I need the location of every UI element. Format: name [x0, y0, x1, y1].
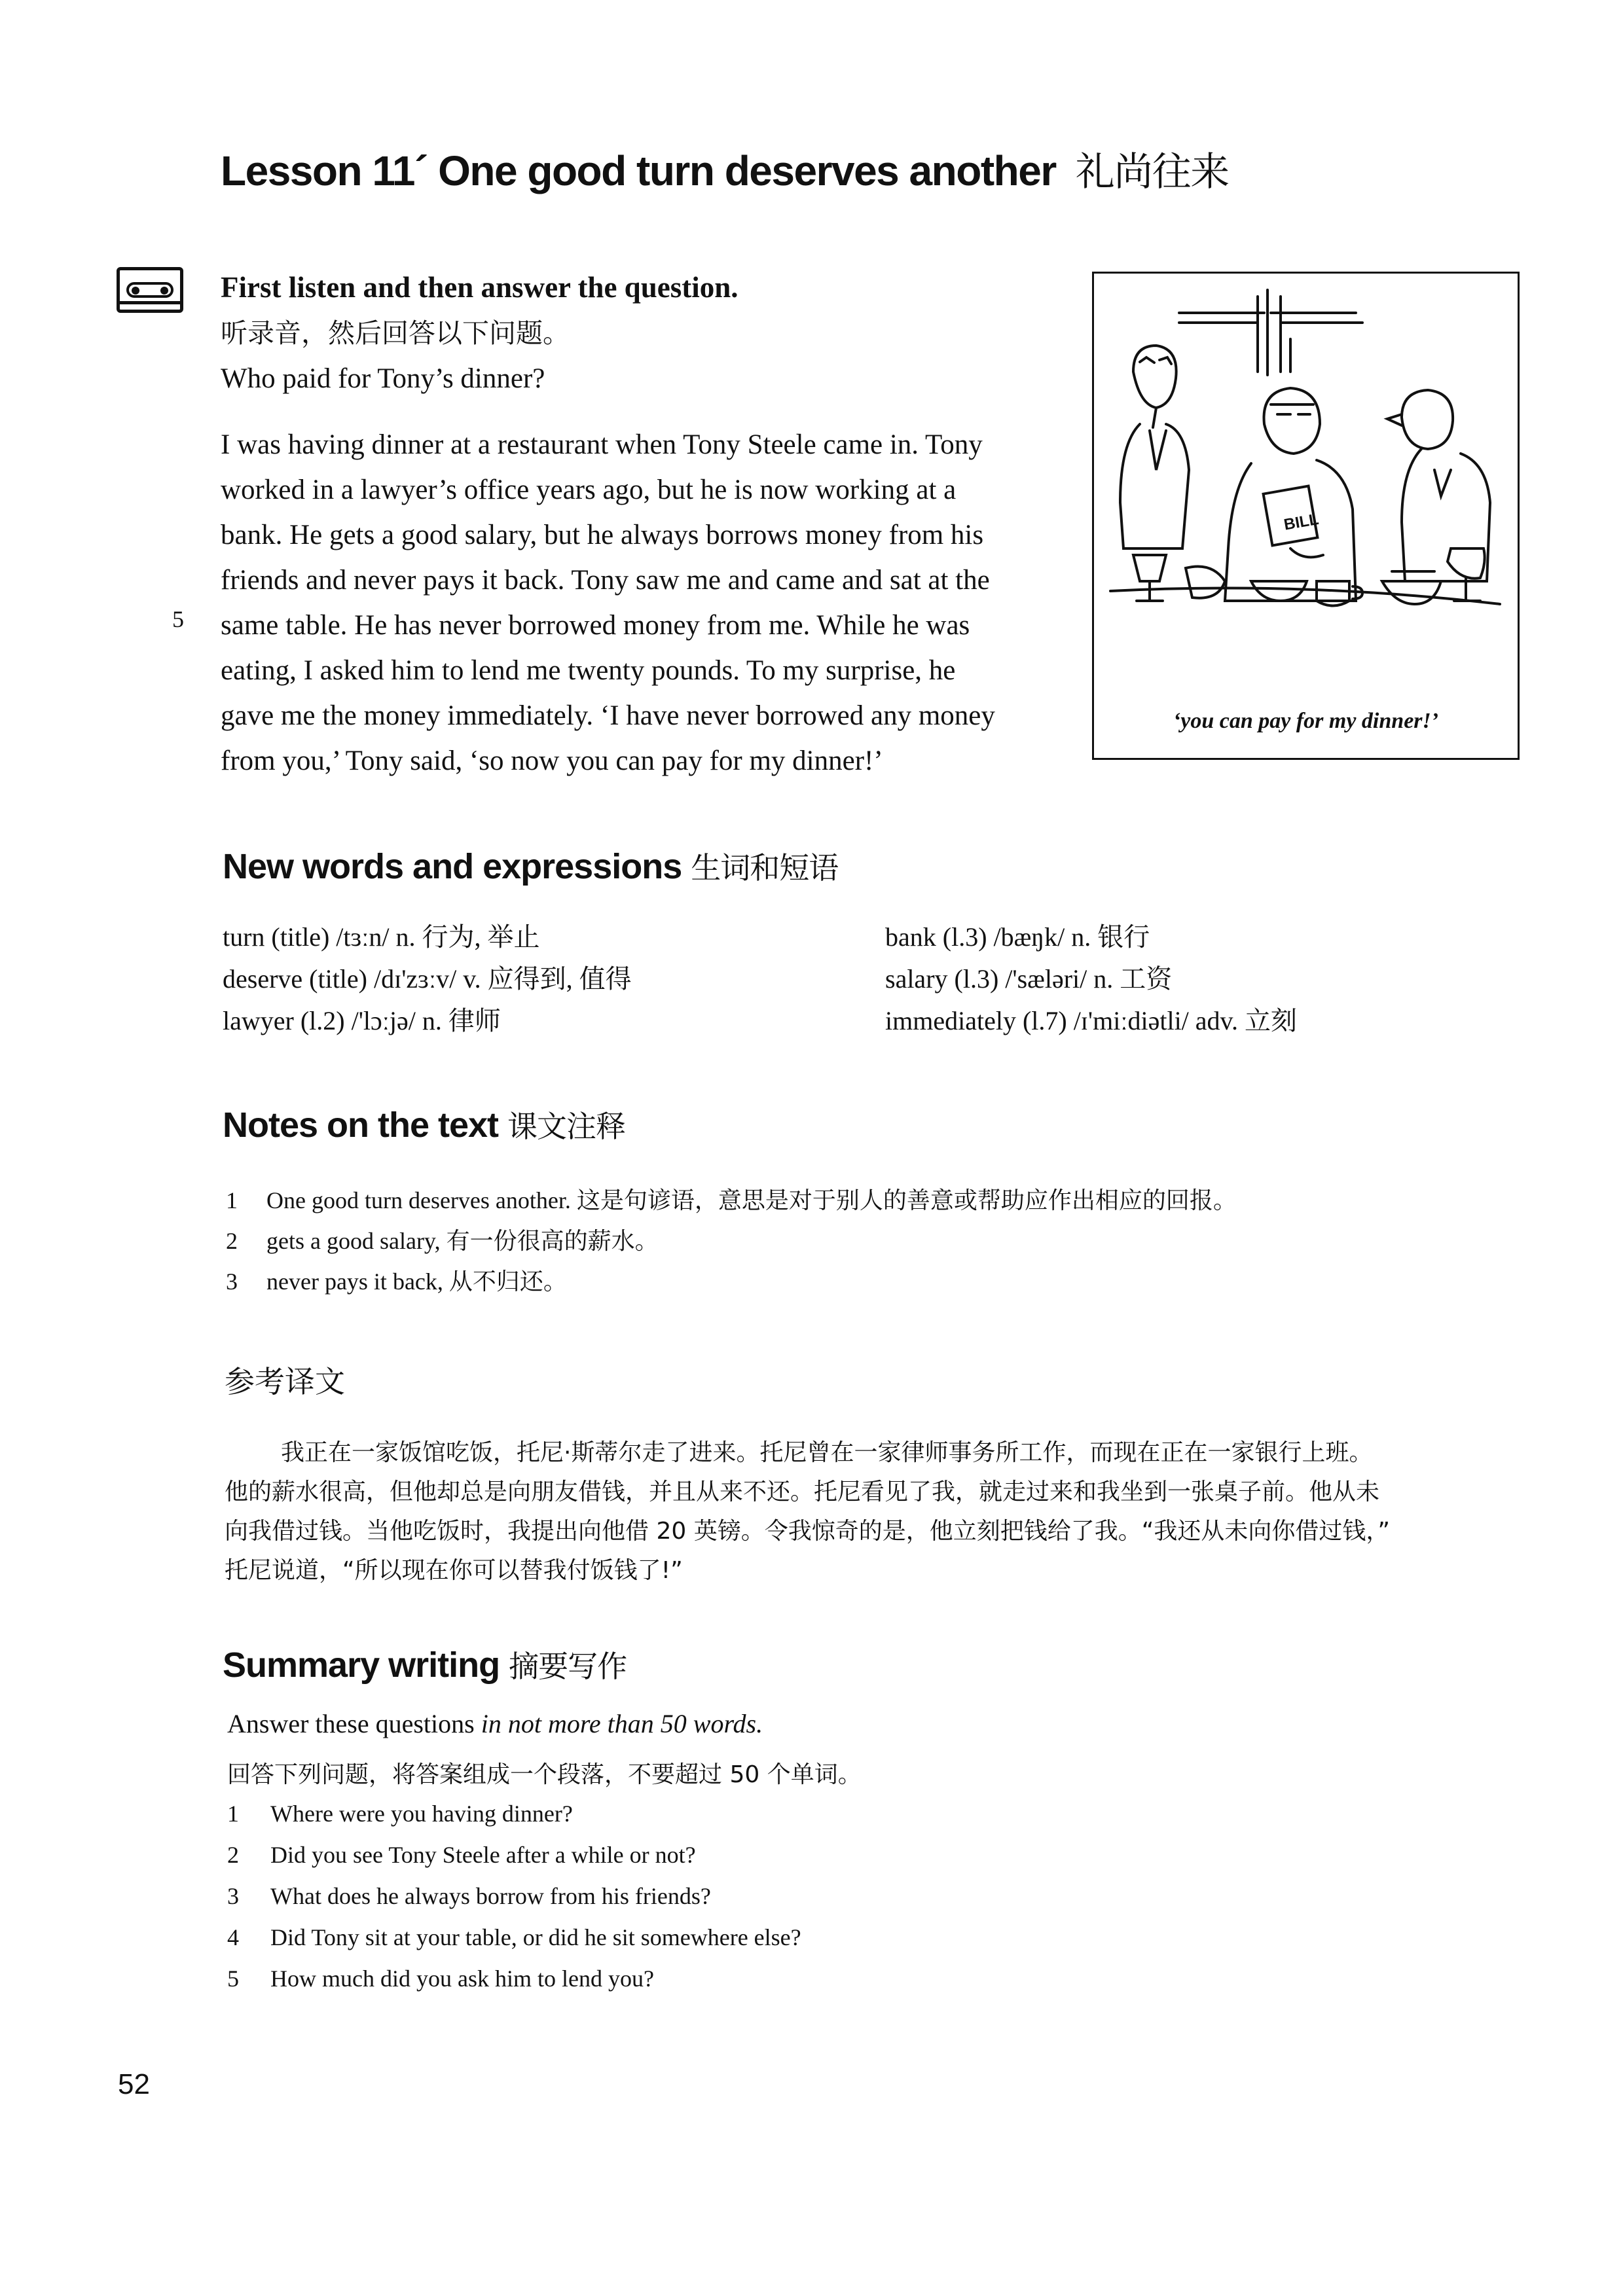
note-item: 1 One good turn deserves another. 这是句谚语，意思是对于别人的善意或帮助应作出相应的回报。 [226, 1187, 1237, 1213]
note-item: 3 never pays it back, 从不归还。 [226, 1268, 567, 1295]
notes-heading-cn: 课文注释 [507, 1109, 626, 1144]
reference-translation-heading: 参考译文 [225, 1364, 345, 1399]
lesson-title-cn: 礼尚往来 [1075, 149, 1229, 195]
summary-question: 2 Did you see Tony Steele after a while or not? [227, 1842, 696, 1868]
passage-line: worked in a lawyer’s office years ago, but he is now working at a [221, 475, 957, 505]
new-words-heading [223, 844, 838, 888]
new-words-heading-en: New words and expressions [223, 847, 682, 886]
listening-instruction: First listen and then answer the question. [221, 271, 739, 304]
translation-line: 托尼说道，“所以现在你可以替我付饭钱了!” [225, 1557, 683, 1584]
vocab-entry: salary (l.3) /'sæləri/ n. 工资 [885, 964, 1173, 994]
passage-line: same table. He has never borrowed money from me. While he was [221, 610, 970, 641]
listening-question: Who paid for Tony’s dinner? [221, 363, 545, 394]
page-number: 52 [118, 2068, 150, 2100]
summary-question: 5 How much did you ask him to lend you? [227, 1965, 654, 1992]
notes-heading-en: Notes on the text [223, 1105, 499, 1145]
summary-instruction-cn: 回答下列问题，将答案组成一个段落，不要超过 50 个单词。 [227, 1761, 862, 1788]
passage-line: I was having dinner at a restaurant when Tony Steele came in. Tony [221, 429, 983, 460]
vocab-entry: bank (l.3) /bæŋk/ n. 银行 [885, 922, 1150, 952]
summary-heading [223, 1643, 627, 1686]
translation-line: 他的薪水很高，但他却总是向朋友借钱，并且从来不还。托尼看见了我，就走过来和我坐到一张桌子前。他从未 [225, 1479, 1380, 1505]
passage-line: gave me the money immediately. ‘I have never borrowed any money [221, 700, 995, 731]
cartoon-illustration [1094, 274, 1518, 758]
notes-heading [223, 1103, 625, 1146]
vocab-right-column [885, 916, 1297, 1042]
listening-instruction-cn: 听录音，然后回答以下问题。 [221, 317, 570, 349]
summary-heading-cn: 摘要写作 [509, 1649, 627, 1684]
vocab-entry: lawyer (l.2) /'lɔːjə/ n. 律师 [223, 1006, 501, 1035]
line-marker: 5 [172, 606, 184, 632]
summary-heading-en: Summary writing [223, 1645, 500, 1685]
passage-line: friends and never pays it back. Tony saw me and came and sat at the [221, 565, 990, 596]
passage-line: bank. He gets a good salary, but he always borrows money from his [221, 520, 984, 550]
passage-line: eating, I asked him to lend me twenty pounds. To my surprise, he [221, 655, 956, 686]
illustration-caption: ‘you can pay for my dinner!’ [1173, 709, 1439, 733]
lesson-title-en: Lesson 11´ One good turn deserves another [221, 147, 1056, 194]
translation-line: 我正在一家饭馆吃饭，托尼·斯蒂尔走了进来。托尼曾在一家律师事务所工作，而现在正在一家银行上班。 [281, 1439, 1373, 1466]
new-words-heading-cn: 生词和短语 [691, 850, 839, 886]
note-item: 2 gets a good salary, 有一份很高的薪水。 [226, 1228, 659, 1254]
passage-line: from you,’ Tony said, ‘so now you can pay for my dinner!’ [221, 745, 883, 776]
summary-question: 3 What does he always borrow from his friends? [227, 1883, 711, 1909]
bill-sign: BILL [1283, 510, 1321, 534]
vocab-entry: deserve (title) /dɪ'zɜːv/ v. 应得到, 值得 [223, 964, 632, 994]
vocab-entry: turn (title) /tɜːn/ n. 行为, 举止 [223, 922, 540, 952]
summary-question: 4 Did Tony sit at your table, or did he sit somewhere else? [227, 1924, 801, 1950]
passage [221, 422, 1039, 783]
reference-translation [225, 1433, 1527, 1590]
summary-question: 1 Where were you having dinner? [227, 1801, 573, 1827]
vocab-left-column [223, 916, 632, 1042]
illustration-frame [1092, 272, 1520, 760]
lesson-title [221, 141, 1229, 197]
translation-line: 向我借过钱。当他吃饭时，我提出向他借 20 英镑。令我惊奇的是，他立刻把钱给了我。“我还从未向你借过钱，” [225, 1518, 1390, 1545]
vocab-entry: immediately (l.7) /ɪ'miːdiətli/ adv. 立刻 [885, 1006, 1297, 1035]
cassette-icon [117, 267, 183, 313]
summary-instruction: Answer these questions in not more than 50 words. [227, 1709, 763, 1738]
